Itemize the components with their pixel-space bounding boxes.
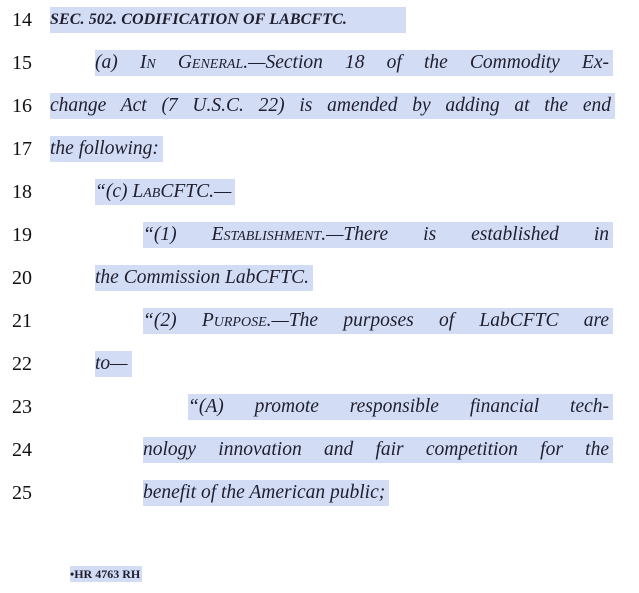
line-number: 17 bbox=[12, 138, 32, 160]
paragraph-heading: Establishment bbox=[211, 224, 322, 245]
paragraph-prefix: “(2) bbox=[143, 310, 202, 331]
bill-line-25 bbox=[0, 480, 639, 523]
subsection-body: .— bbox=[209, 181, 232, 202]
bill-footer bbox=[70, 566, 142, 582]
subparagraph-a-text bbox=[188, 394, 613, 420]
line-number: 23 bbox=[12, 396, 32, 418]
body-text: the Commission LabCFTC. bbox=[95, 265, 313, 291]
paragraph-1-text bbox=[143, 222, 613, 248]
body-text-inner: nology innovation and fair competition for the bbox=[143, 439, 609, 460]
body-text bbox=[143, 437, 613, 463]
paragraph-heading: Purpose bbox=[201, 310, 267, 331]
line-number: 18 bbox=[12, 181, 32, 203]
bill-identifier: HR 4763 RH bbox=[74, 567, 141, 581]
line-number: 16 bbox=[12, 95, 32, 117]
bill-line-23 bbox=[0, 394, 639, 437]
subsection-heading: In General bbox=[139, 52, 244, 73]
subsection-a-text bbox=[95, 50, 613, 76]
paragraph-body: .—The purposes of LabCFTC are bbox=[266, 310, 609, 331]
bill-line-19 bbox=[0, 222, 639, 265]
line-number: 25 bbox=[12, 482, 32, 504]
paragraph-body: .—There is established in bbox=[321, 224, 609, 245]
line-number: 22 bbox=[12, 353, 32, 375]
bill-line-18 bbox=[0, 179, 639, 222]
body-text-inner: change Act (7 U.S.C. 22) is amended by adding at the end bbox=[50, 95, 611, 116]
body-text bbox=[50, 93, 615, 119]
bill-line-24 bbox=[0, 437, 639, 480]
subsection-prefix: (a) bbox=[95, 52, 140, 73]
subparagraph-a-inner: “(A) promote responsible financial tech- bbox=[188, 396, 609, 417]
bill-line-22 bbox=[0, 351, 639, 394]
body-text: benefit of the American public; bbox=[143, 480, 389, 506]
line-number: 19 bbox=[12, 224, 32, 246]
body-text: the following: bbox=[50, 136, 163, 162]
line-number: 14 bbox=[12, 9, 32, 31]
subsection-prefix: “(c) bbox=[95, 181, 133, 202]
paragraph-2-text bbox=[143, 308, 613, 334]
bullet-icon: • bbox=[70, 567, 75, 581]
line-number: 15 bbox=[12, 52, 32, 74]
bill-line-20 bbox=[0, 265, 639, 308]
line-number: 24 bbox=[12, 439, 32, 461]
bill-line-15 bbox=[0, 50, 639, 93]
bill-line-16 bbox=[0, 93, 639, 136]
bill-line-21 bbox=[0, 308, 639, 351]
body-text: to— bbox=[95, 351, 132, 377]
line-number: 21 bbox=[12, 310, 32, 332]
subsection-c-heading bbox=[95, 179, 235, 205]
line-number: 20 bbox=[12, 267, 32, 289]
section-heading: SEC. 502. CODIFICATION OF LABCFTC. bbox=[50, 7, 406, 33]
subsection-body: .—Section 18 of the Commodity Ex- bbox=[243, 52, 609, 73]
subsection-heading: LabCFTC bbox=[132, 181, 210, 202]
bill-line-14 bbox=[0, 7, 639, 50]
bill-line-17 bbox=[0, 136, 639, 179]
paragraph-prefix: “(1) bbox=[143, 224, 212, 245]
